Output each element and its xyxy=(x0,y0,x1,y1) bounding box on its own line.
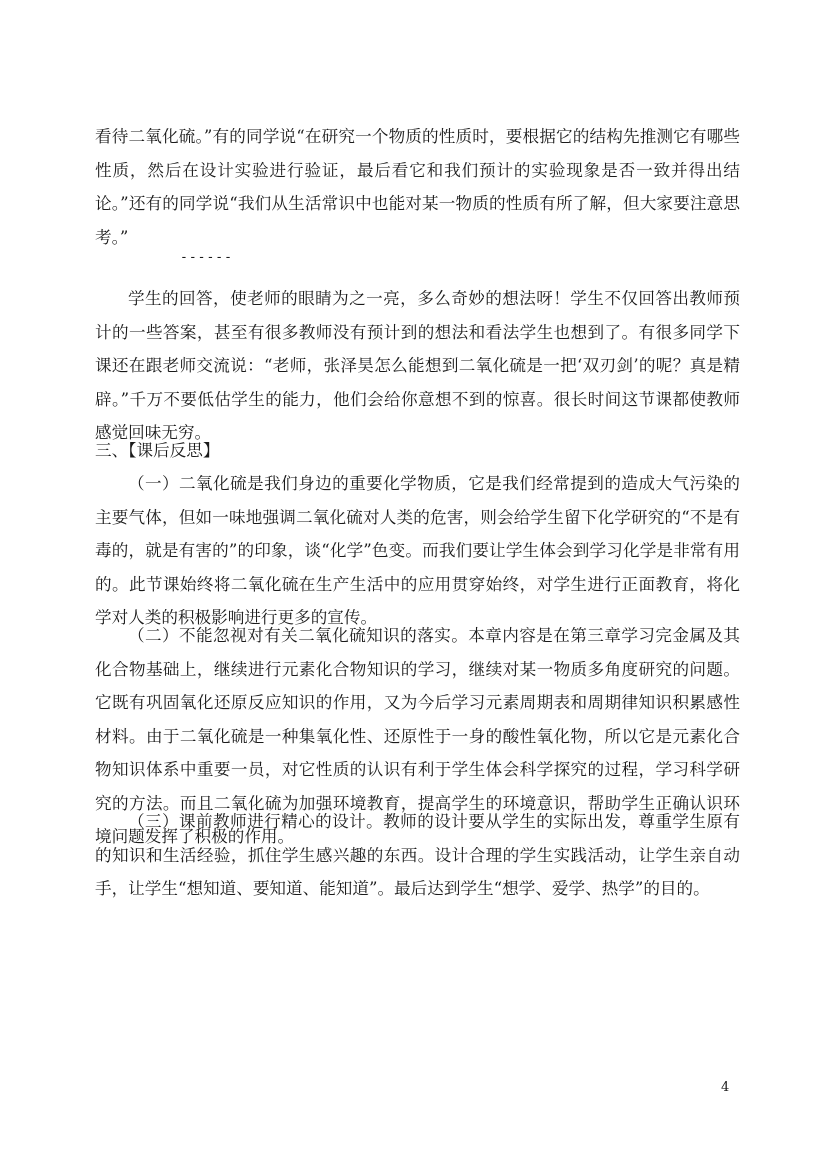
reflection-paragraph-3: （三）课前教师进行精心的设计。教师的设计要从学生的实际出发，尊重学生原有的知识和生活经验，抓住学生感兴趣的东西。设计合理的学生实践活动，让学生亲自动手，让学生“想知道、要知道、能知道”。最后达到学生“想学、爱学、热学”的目的。 xyxy=(95,812,740,898)
paragraph-student-response: 学生的回答，使老师的眼睛为之一亮，多么奇妙的想法呀！学生不仅回答出教师预计的一些答案，甚至有很多教师没有预计到的想法和看法学生也想到了。有很多同学下课还在跟老师交流说：“老师，张泽昊怎么能想到二氧化硫是一把‘双刃剑’的呢？真是精辟。”千万不要低估学生的能力，他们会给你意想不到的惊喜。很长时间这节课都使教师感觉回味无穷。 xyxy=(95,289,740,442)
page-number: 4 xyxy=(721,1080,730,1095)
paragraph-continuation: 看待二氧化硫。”有的同学说“在研究一个物质的性质时，要根据它的结构先推测它有哪些性质，然后在设计实验进行验证，最后看它和我们预计的实验现象是否一致并得出结论。”还有的同学说“我们从生活常识中也能对某一物质的性质有所了解，但大家要注意思考。” xyxy=(95,127,740,247)
reflection-paragraph-2: （二）不能忽视对有关二氧化硫知识的落实。本章内容是在第三章学习完金属及其化合物基础上，继续进行元素化合物知识的学习，继续对某一物质多角度研究的问题。它既有巩固氧化还原反应知识的作用，又为今后学习元素周期表和周期律知识积累感性材料。由于二氧化硫是一种集氧化性、还原性于一身的酸性氧化物，所以它是元素化合物知识体系中重要一员，对它性质的认识有利于学生体会科学探究的过程，学习科学研究的方法。而且二氧化硫为加强环境教育，提高学生的环境意识，帮助学生正确认识环境问题发挥了积极的作用。 xyxy=(95,626,740,846)
reflection-paragraph-1: （一）二氧化硫是我们身边的重要化学物质，它是我们经常提到的造成大气污染的主要气体，但如一味地强调二氧化硫对人类的危害，则会给学生留下化学研究的“不是有毒的，就是有害的”的印象，谈“化学”色变。而我们要让学生体会到学习化学是非常有用的。此节课始终将二氧化硫在生产生活中的应用贯穿始终，对学生进行正面教育，将化学对人类的积极影响进行更多的宣传。 xyxy=(95,474,740,627)
section-heading: 三、【课后反思】 xyxy=(95,441,220,460)
divider-line: ------ xyxy=(180,250,233,265)
